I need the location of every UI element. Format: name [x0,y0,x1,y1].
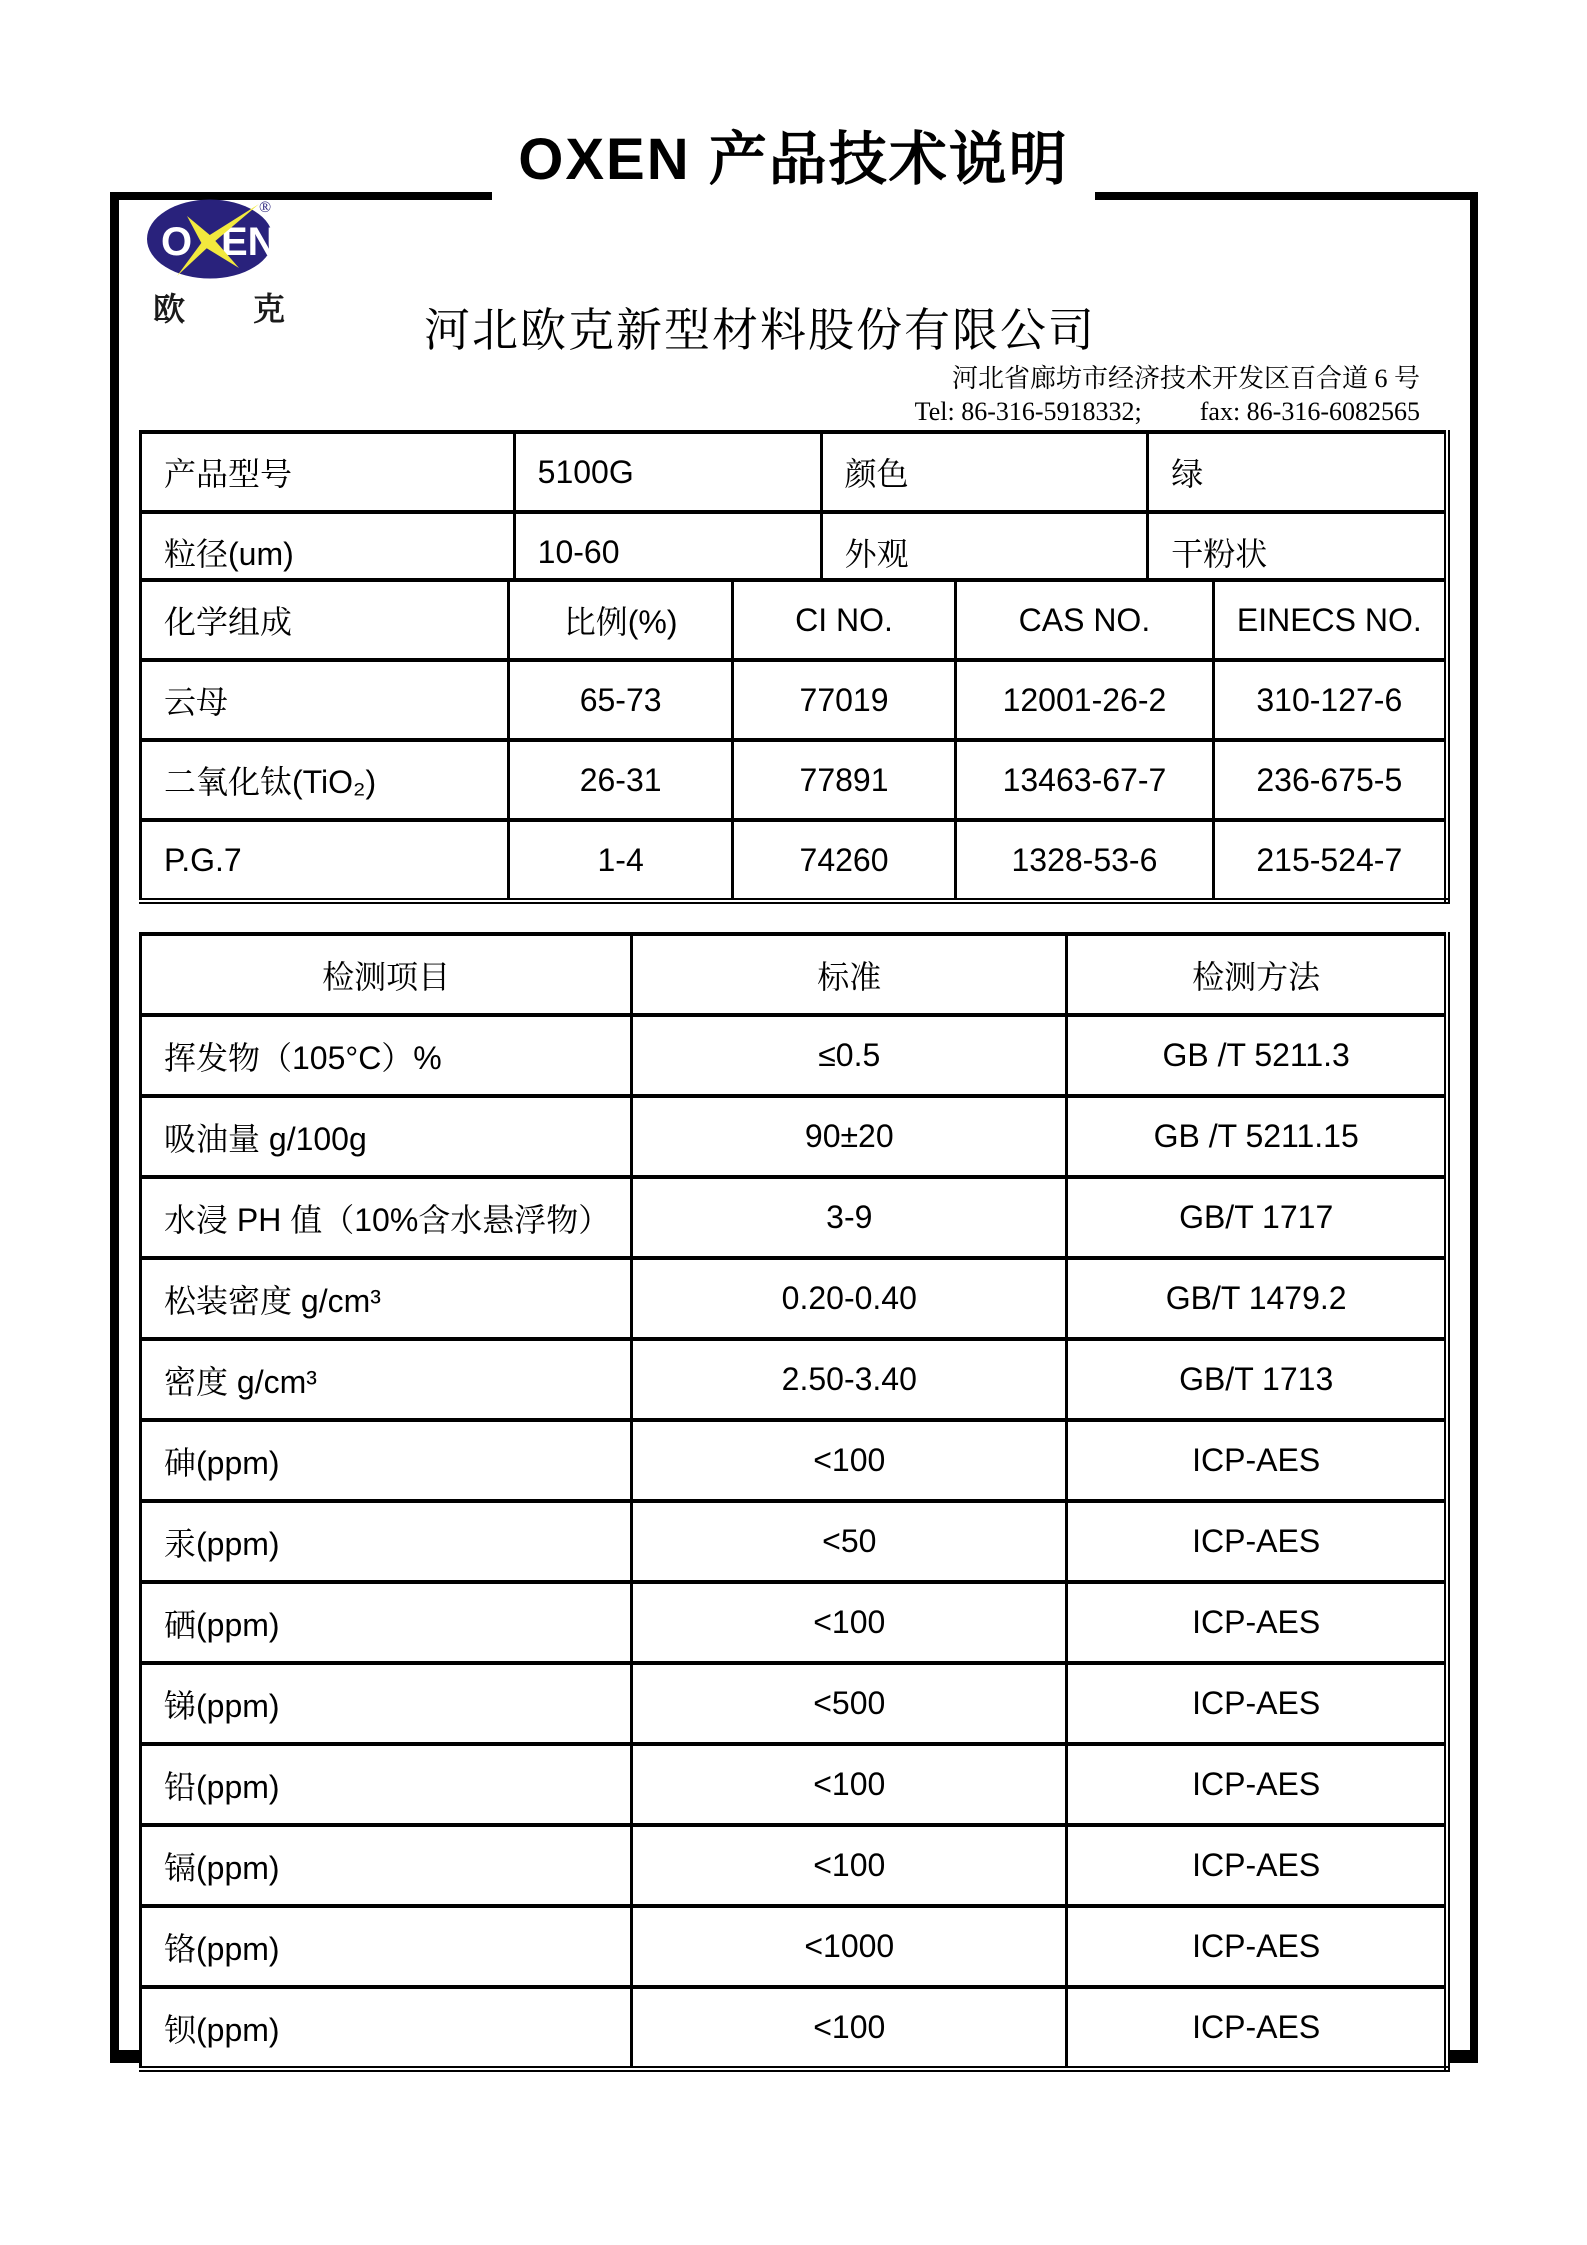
table-cell: <50 [632,1501,1067,1582]
table-cell: 粒径(um) [141,512,515,592]
table-cell: 236-675-5 [1213,740,1447,820]
table-cell: 外观 [821,512,1148,592]
table-cell: GB/T 1717 [1067,1177,1447,1258]
document-title-text: OXEN 产品技术说明 [492,116,1095,204]
table-cell: 镉(ppm) [141,1825,632,1906]
table-cell: 12001-26-2 [956,660,1213,740]
table-header-row [141,934,1448,1015]
table-cell: 水浸 PH 值（10%含水悬浮物） [141,1177,632,1258]
column-header: 标准 [632,934,1067,1015]
table-cell: 砷(ppm) [141,1420,632,1501]
table-cell: 26-31 [509,740,732,820]
table-cell: ICP-AES [1067,1501,1447,1582]
table-row [141,1825,1448,1906]
table-cell: 铅(ppm) [141,1744,632,1825]
test-standards-table [139,932,1450,2072]
table-cell: 77891 [732,740,955,820]
table-cell: 锑(ppm) [141,1663,632,1744]
table-cell: 2.50-3.40 [632,1339,1067,1420]
svg-text:EN: EN [221,220,277,264]
column-header: CAS NO. [956,580,1213,660]
table-cell: <1000 [632,1906,1067,1987]
table-cell: 云母 [141,660,509,740]
table-cell: 硒(ppm) [141,1582,632,1663]
composition-table [139,578,1450,904]
table-cell: 二氧化钛(TiO₂) [141,740,509,820]
table-cell: GB/T 1713 [1067,1339,1447,1420]
table-cell: 74260 [732,820,955,901]
table-cell: P.G.7 [141,820,509,901]
column-header: 比例(%) [509,580,732,660]
table-cell: GB /T 5211.15 [1067,1096,1447,1177]
table-row [141,1177,1448,1258]
table-cell: 65-73 [509,660,732,740]
table-cell: <100 [632,1582,1067,1663]
table-cell: <100 [632,1420,1067,1501]
table-cell: 绿 [1148,432,1447,512]
table-cell: 干粉状 [1148,512,1447,592]
table-cell: <100 [632,1744,1067,1825]
table-cell: GB/T 1479.2 [1067,1258,1447,1339]
table-cell: 颜色 [821,432,1148,512]
table-row [141,1582,1448,1663]
table-cell: 77019 [732,660,955,740]
brand-logo [147,196,297,331]
table-cell: ICP-AES [1067,1420,1447,1501]
column-header: 检测项目 [141,934,632,1015]
table-cell: 5100G [514,432,821,512]
column-header: 化学组成 [141,580,509,660]
table-cell: 0.20-0.40 [632,1258,1067,1339]
table-row [141,1015,1448,1096]
table-cell: 3-9 [632,1177,1067,1258]
table-cell: 密度 g/cm³ [141,1339,632,1420]
table-cell: 挥发物（105°C）% [141,1015,632,1096]
table-cell: ICP-AES [1067,1906,1447,1987]
table-cell: 310-127-6 [1213,660,1447,740]
address-block [915,362,1420,428]
table-cell: GB /T 5211.3 [1067,1015,1447,1096]
table-row [141,1501,1448,1582]
contact-line [915,395,1420,428]
svg-text:O: O [161,220,193,264]
table-cell: <100 [632,1987,1067,2069]
table-row [141,1744,1448,1825]
logo-char-right: 克 [253,291,286,327]
table-row [141,432,1448,512]
table-cell: 铬(ppm) [141,1906,632,1987]
table-cell: 90±20 [632,1096,1067,1177]
table-cell: 钡(ppm) [141,1987,632,2069]
table-row [141,1420,1448,1501]
table-cell: 1328-53-6 [956,820,1213,901]
table-cell: 吸油量 g/100g [141,1096,632,1177]
table-cell: 松装密度 g/cm³ [141,1258,632,1339]
table-row [141,1096,1448,1177]
column-header: EINECS NO. [1213,580,1447,660]
table-cell: ICP-AES [1067,1663,1447,1744]
table-cell: <500 [632,1663,1067,1744]
document-title [0,116,1587,204]
table-cell: 汞(ppm) [141,1501,632,1582]
table-cell: 1-4 [509,820,732,901]
table-row [141,1663,1448,1744]
address-line: 河北省廊坊市经济技术开发区百合道 6 号 [951,364,1420,393]
column-header: CI NO. [732,580,955,660]
table-cell: <100 [632,1825,1067,1906]
table-cell: ICP-AES [1067,1582,1447,1663]
table-cell: ≤0.5 [632,1015,1067,1096]
table-cell: ICP-AES [1067,1744,1447,1825]
table-cell: 产品型号 [141,432,515,512]
table-row [141,660,1448,740]
table-cell: 215-524-7 [1213,820,1447,901]
registered-mark: ® [259,199,272,216]
table-row [141,820,1448,901]
table-header-row [141,580,1448,660]
logo-char-left: 欧 [153,291,186,327]
company-name: 河北欧克新型材料股份有限公司 [424,305,1096,356]
table-cell: ICP-AES [1067,1825,1447,1906]
table-cell: 13463-67-7 [956,740,1213,820]
fax-text: fax: 86-316-6082565 [1199,397,1420,426]
table-row [141,1258,1448,1339]
tel-text: Tel: 86-316-5918332; [914,397,1142,426]
table-row [141,1906,1448,1987]
table-row [141,1987,1448,2069]
table-cell: ICP-AES [1067,1987,1447,2069]
table-row [141,1339,1448,1420]
table-row [141,740,1448,820]
oxen-logo-icon [147,199,285,327]
table-cell: 10-60 [514,512,821,592]
column-header: 检测方法 [1067,934,1447,1015]
product-info-table [139,430,1450,594]
